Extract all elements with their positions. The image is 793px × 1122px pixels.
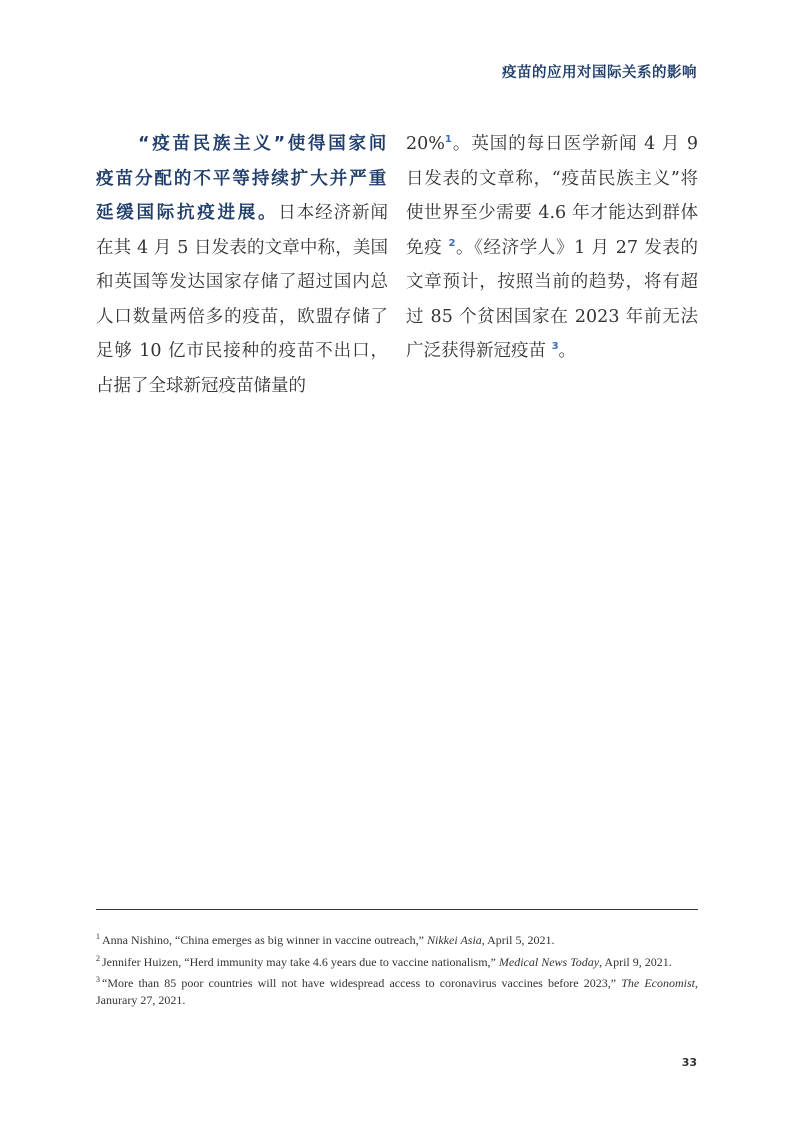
footnote-source: Nikkei Asia (427, 933, 482, 947)
body-text: 。英国的每日医学新闻 4 月 9 日发表的文章称，“疫苗民族主义”将使世界至少需要 4.6 年才能达到群体免疫 (406, 134, 698, 258)
footnote-number: 3 (96, 975, 100, 984)
footnote-number: 1 (96, 932, 100, 941)
footnote-text: , April 9, 2021. (599, 954, 672, 969)
body-text: 20% (406, 134, 445, 154)
footnote-text: , April 5, 2021. (481, 933, 555, 947)
footnote-item (96, 975, 698, 1008)
page-number: 33 (681, 1056, 697, 1069)
footnotes (96, 932, 698, 1013)
footnote-item (96, 932, 698, 949)
footnote-item (96, 954, 698, 971)
footnote-text: “More than 85 poor countries will not have widespread access to coronavirus vaccines before 2023,” (102, 976, 622, 990)
body-column-right (406, 127, 698, 369)
running-header: 疫苗的应用对国际关系的影响 (502, 65, 697, 81)
footnote-divider (96, 909, 698, 910)
footnote-ref[interactable]: 2 (448, 237, 456, 249)
body-column-left (96, 127, 388, 403)
footnote-number: 2 (96, 953, 100, 963)
footnote-source: The Economist (621, 976, 695, 990)
footnote-text: , Janurary 27, 2021. (96, 976, 698, 1007)
lead-sentence: “疫苗民族主义”使得国家间疫苗分配的不平等持续扩大并严重延缓国际抗疫进展。 (96, 134, 388, 223)
footnote-ref[interactable]: 3 (551, 341, 559, 353)
footnote-text: Anna Nishino, “China emerges as big winner in vaccine outreach,” (102, 933, 428, 947)
footnote-source: Medical News Today (498, 954, 600, 969)
body-text: 。 (558, 341, 577, 361)
body-text: 日本经济新闻在其 4 月 5 日发表的文章中称，美国和英国等发达国家存储了超过国内总人口数量两倍多的疫苗，欧盟存储了足够 10 亿市民接种的疫苗不出口，占据了全球新冠疫苗储量的 (96, 203, 388, 396)
body-text: 。《经济学人》1 月 27 发表的文章预计，按照当前的趋势，将有超过 85 个贫困国家在 2023 年前无法广泛获得新冠疫苗 (406, 237, 698, 361)
footnote-text: Jennifer Huizen, “Herd immunity may take 4.6 years due to vaccine nationalism,” (102, 954, 499, 969)
footnote-ref[interactable]: 1 (444, 134, 452, 146)
